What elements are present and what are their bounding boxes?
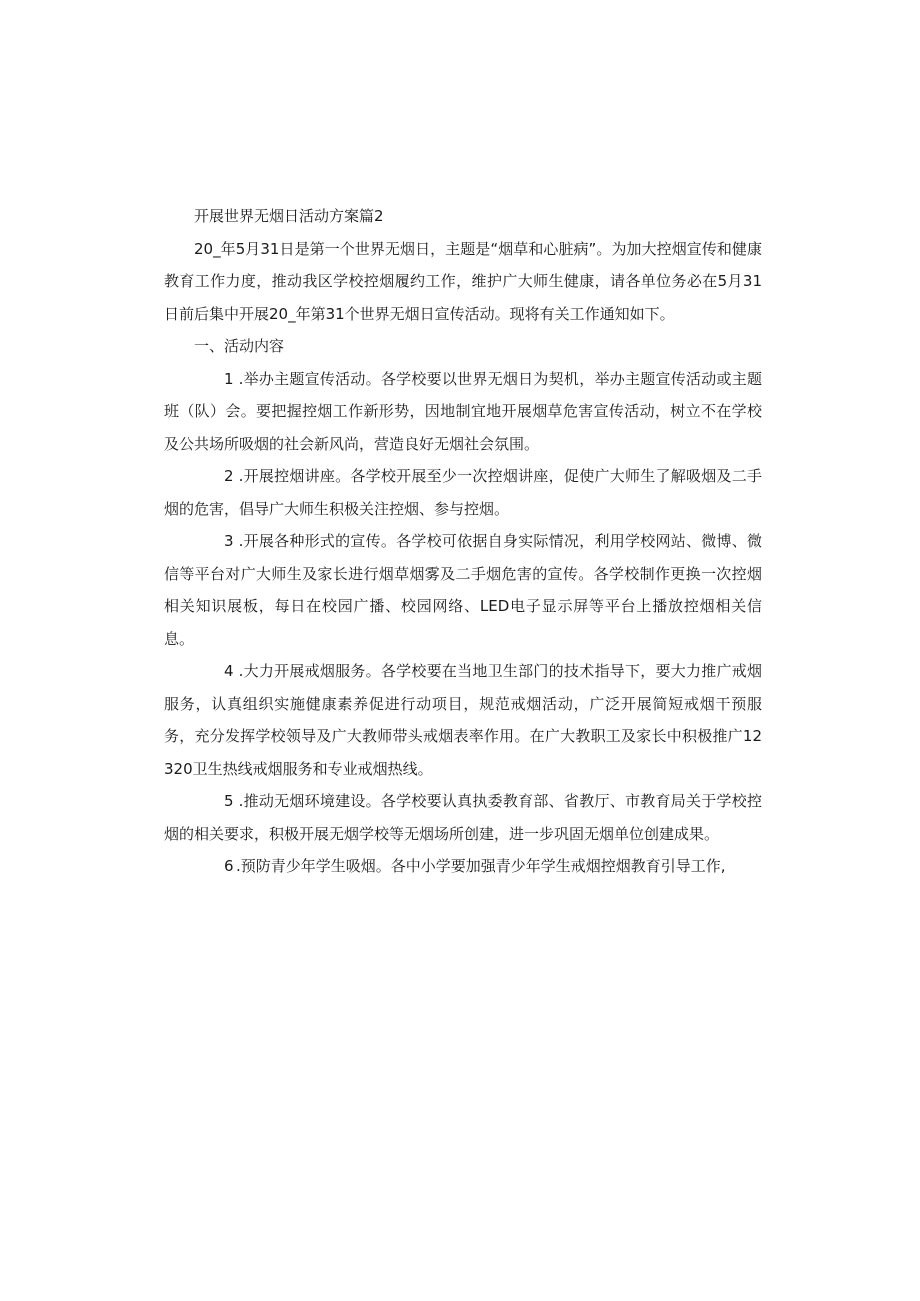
list-item <box>164 655 762 785</box>
item-text: .开展各种形式的宣传。各学校可依据自身实际情况，利用学校网站、微博、微信等平台对广大师生及家长进行烟草烟雾及二手烟危害的宣传。各学校制作更换一次控烟相关知识展板，每日在校园广播、校园网络、LED电子显示屏等平台上播放控烟相关信息。 <box>164 532 762 648</box>
item-text: .推动无烟环境建设。各学校要认真执委教育部、省教厅、市教育局关于学校控烟的相关要求，积极开展无烟学校等无烟场所创建，进一步巩固无烟单位创建成果。 <box>164 792 762 843</box>
item-text: .预防青少年学生吸烟。各中小学要加强青少年学生戒烟控烟教育引导工作, <box>236 857 726 875</box>
section-heading: 一、活动内容 <box>194 337 285 355</box>
list-item <box>164 460 762 525</box>
list-item <box>164 525 762 655</box>
item-number: 2 <box>224 467 234 485</box>
document-body <box>164 200 762 883</box>
item-number: 3 <box>224 532 234 550</box>
item-text: .举办主题宣传活动。各学校要以世界无烟日为契机，举办主题宣传活动或主题班（队）会。要把握控烟工作新形势，因地制宜地开展烟草危害宣传活动，树立不在学校及公共场所吸烟的社会新风尚，营造良好无烟社会氛围。 <box>164 369 762 453</box>
item-number: 1 <box>224 369 234 388</box>
intro-paragraph: 20_年5月31日是第一个世界无烟日，主题是“烟草和心脏病”。为加大控烟宣传和健康教育工作力度，推动我区学校控烟履约工作，维护广大师生健康，请各单位务必在5月31日前后集中开展20_年第31个世界无烟日宣传活动。现将有关工作通知如下。 <box>164 239 762 323</box>
list-item <box>164 363 762 461</box>
item-number: 4 <box>224 662 234 680</box>
document-title: 开展世界无烟日活动方案篇2 <box>194 207 384 225</box>
item-number: 5 <box>224 792 234 810</box>
item-number: 6 <box>224 857 234 875</box>
item-text: .大力开展戒烟服务。各学校要在当地卫生部门的技术指导下，要大力推广戒烟服务，认真组织实施健康素养促进行动项目，规范戒烟活动，广泛开展简短戒烟干预服务，充分发挥学校领导及广大教师带头戒烟表率作用。在广大教职工及家长中积极推广12320卫生热线戒烟服务和专业戒烟热线。 <box>164 662 762 778</box>
item-text: .开展控烟讲座。各学校开展至少一次控烟讲座，促使广大师生了解吸烟及二手烟的危害，倡导广大师生积极关注控烟、参与控烟。 <box>164 467 762 518</box>
list-item <box>164 785 762 850</box>
list-item <box>164 850 762 883</box>
